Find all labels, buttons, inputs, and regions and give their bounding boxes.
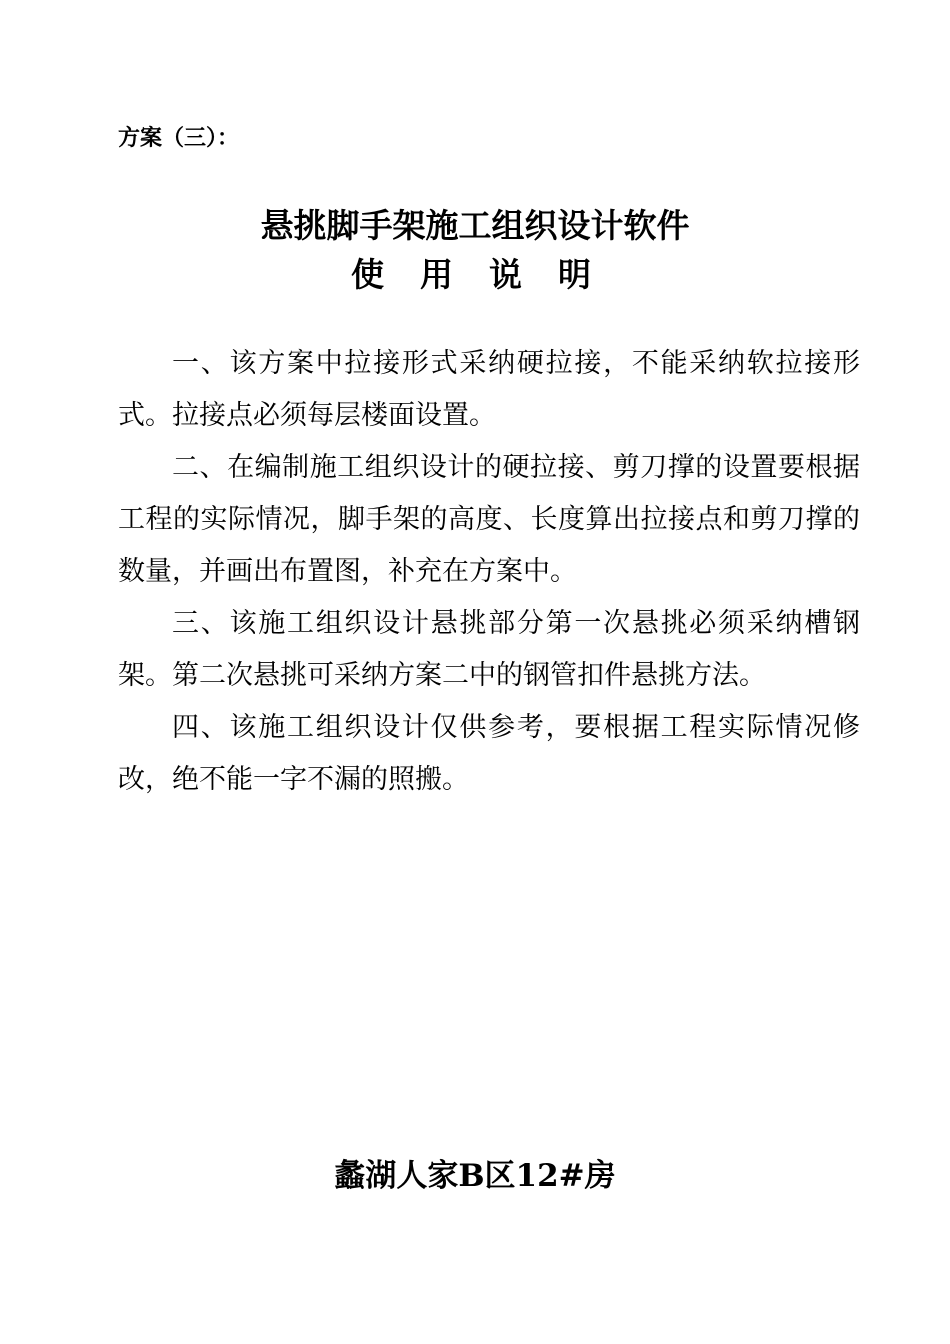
document-title: 悬挑脚手架施工组织设计软件: [260, 206, 690, 245]
scheme-label: 方案（三）：: [118, 125, 240, 151]
instruction-paragraph-4: 四、该施工组织设计仅供参考，要根据工程实际情况修改，绝不能一字不漏的照搬。: [118, 712, 860, 795]
instruction-paragraph-2: 二、在编制施工组织设计的硬拉接、剪刀撑的设置要根据工程的实际情况，脚手架的高度、长度算出拉接点和剪刀撑的数量，并画出布置图，补充在方案中。: [118, 452, 860, 587]
instructions-body: [118, 338, 860, 806]
document-subtitle: 使用说明: [351, 255, 627, 294]
instruction-paragraph-1: 一、该方案中拉接形式采纳硬拉接，不能采纳软拉接形式。拉接点必须每层楼面设置。: [118, 348, 860, 431]
instruction-paragraph-3: 三、该施工组织设计悬挑部分第一次悬挑必须采纳槽钢架。第二次悬挑可采纳方案二中的钢管扣件悬挑方法。: [118, 608, 860, 691]
project-name: 蠡湖人家B区12#房: [334, 1158, 616, 1194]
